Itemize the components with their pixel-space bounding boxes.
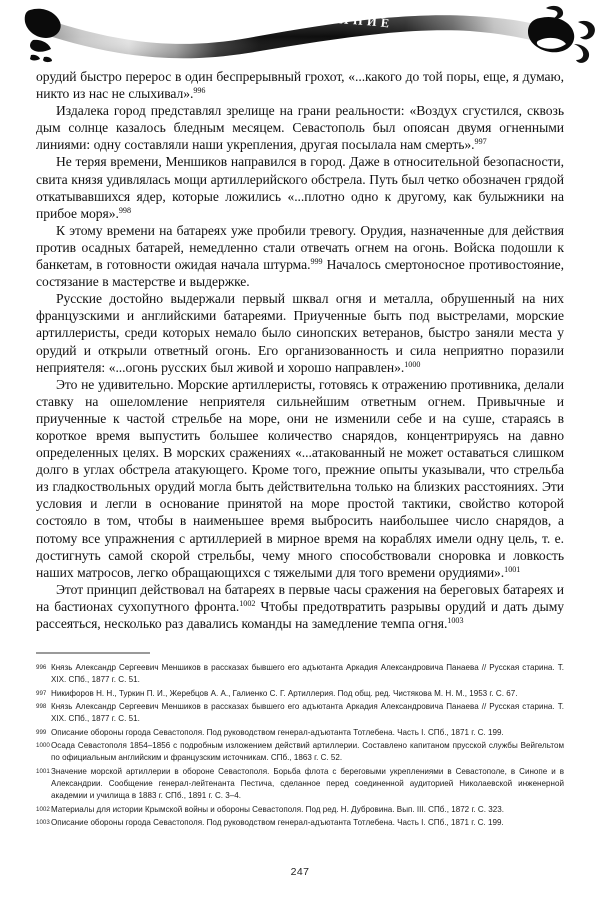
footnote-number[interactable]: 1001 [36,767,50,775]
footnote-reference[interactable]: 1003 [447,616,464,625]
body-paragraph [36,102,564,153]
footnote-block [36,652,564,830]
banner-ribbon-graphic [0,0,600,66]
footnote-text: Материалы для истории Крымской войны и обороны Севастополя. Под ред. Н. Дубровина. Вып. III. СПб., 1872 г. С. 323. [51,804,505,814]
footnote-item [36,740,564,765]
body-text-run: Издалека город представлял зрелище на грани реальности: «Воздух сгустился, сквозь дым солнце казалось бледным месяцем. Севастополь был опоясан двумя огненными линиями: одну составляли наши укрепления, другая посылала нам смерть». [36,103,564,153]
footnote-text: Значение морской артиллерии в обороне Севастополя. Борьба флота с береговыми укреплениями в Севастополе, в Синопе и в Александрии. Сообщение генерал-лейтенанта Пестича, сделанное перед соединенной аудиторией Николаевской инженерной академии и училища в 1883 г. СПб., 1891 г. С. 3–4. [51,766,564,801]
footnote-item [36,688,564,700]
body-paragraph [36,376,564,581]
body-text-run: Не теряя времени, Меншиков направился в город. Даже в относительной безопасности, свита князя удивлялась мощи артиллерийского обстрела. Путь был четко обозначен грядой откатывавшихся ядер, которые ложились «...плотно одно к другому, как булыжники на прибое моря». [36,154,564,221]
footnote-number[interactable]: 997 [36,689,47,697]
chapter-banner [0,0,600,66]
body-text-run: Началось смертоносное противостояние, состязание в мастерстве и выдержке. [36,257,565,290]
footnote-number[interactable]: 998 [36,703,47,711]
footnote-reference[interactable]: 997 [474,137,487,147]
body-text-run: К этому времени на батареях уже пробили тревогу. Орудия, назначенные для действия против осадных батарей, немедленно стали отвечать огнем на огонь. Войска подошли к банкетам, в готовности ожидая начала штурма. [36,222,564,273]
footnote-text: Князь Александр Сергеевич Меншиков в рассказах бывшего его адъютанта Аркадия Александровича Панаева // Русская старина. Т. XIX. СПб., 1877 г. С. 51. [51,663,564,685]
footnote-item [36,766,564,803]
footnote-text: Осада Севастополя 1854–1856 с подробным изложением действий артиллерии. Составлено капитаном прусской службы Вейгельтом по официальным английским и французским источникам. СПб., 1863 г. С. 52. [51,741,564,763]
footnote-separator-rule [36,652,150,654]
footnote-number[interactable]: 999 [36,728,47,736]
footnote-reference[interactable]: 999 [310,257,323,267]
page-number: 247 [290,866,310,878]
footnote-item [36,727,564,739]
footnote-number[interactable]: 1002 [36,805,50,813]
footnote-text: Никифоров Н. Н., Туркин П. И., Жеребцов А. А., Галиенко С. Г. Артиллерия. Под общ. ред. Чистякова М. Н. М., 1953 г. С. 67. [51,688,518,698]
body-text-column [36,68,564,632]
footnote-number[interactable]: 1003 [36,819,50,827]
footnote-reference[interactable]: 998 [118,205,131,215]
footnote-reference[interactable]: 1000 [404,359,421,369]
body-paragraph [36,68,564,102]
body-text-run: Чтобы предотвратить разрывы орудий и дать дыму рассеяться, несколько раз давались команды на замедление темпа огня. [36,598,565,631]
footnote-reference[interactable]: 1002 [239,598,256,608]
body-text-run: орудий быстро перерос в один беспрерывный грохот, «...какого до той поры, еще, я думаю, никто из нас не слыхивал». [36,69,564,102]
ribbon-tail-right-icon [528,6,595,63]
footnote-number[interactable]: 1000 [36,742,50,750]
footnote-item [36,701,564,726]
body-text-run: Русские достойно выдержали первый шквал огня и металла, обрушенный на них французскими и английскими батареями. Приученные быть под выстрелами, морские артиллеристы, среди которых немало было синопских ветеранов, быстро заняли места у орудий и открыли ответный огонь. Его организованность и сила неприятно поразили неприятеля: «...огонь русских был живой и хорошо направлен». [36,291,564,375]
banner-title: ПРОТИВОСТОЯНИЕ [206,11,395,35]
body-paragraph [36,581,564,632]
footnote-item [36,662,564,687]
body-text-run: Этот принцип действовал на батареях в первые часы сражения на береговых батареях и на бастионах сухопутного фронта. [36,581,564,614]
body-paragraph [36,222,564,290]
footnote-text: Описание обороны города Севастополя. Под руководством генерал-адъютанта Тотлебена. Часть I. СПб., 1871 г. С. 199. [51,818,504,828]
body-text-run: Это не удивительно. Морские артиллеристы, готовясь к отражению противника, делали ставку на ошеломление неприятеля сильнейшим ответным огнем. Привычные и приученные к частой стрельбе на море, они не изменили себе и на суше, стараясь в короткое время выпустить большее количество снарядов, концентрируясь на давно определенных целях. В морских сражениях «...атакованный не может оставаться слишком долго в углах обстрела атакующего. Кроме того, прежние опыты указывали, что стрельба из гладкоствольных орудий могла быть действительна только на близких расстояниях. Эти условия и легли в основание принятой на море простой тактики, свойство которой состояло в том, чтобы в наименьшее время выбросить наибольшее число снарядов, а потому все упражнения с артиллерией в мирное время на кораблях имели одну цель, т. е. достигнуть самой скорой стрельбы, чему много способствовали сноровка и ловкость наших матросов, легко обращающихся с тяжелыми для того времени орудиями». [36,376,564,580]
footnote-text: Описание обороны города Севастополя. Под руководством генерал-адъютанта Тотлебена. Часть I. СПб., 1871 г. С. 199. [51,727,504,737]
footnote-reference[interactable]: 1001 [504,564,521,574]
footnote-number[interactable]: 996 [36,664,47,671]
body-paragraph [36,153,564,221]
footnote-item [36,804,564,816]
footnote-item [36,817,564,829]
body-paragraph [36,290,564,375]
footnote-reference[interactable]: 996 [193,86,206,96]
footnote-text: Князь Александр Сергеевич Меншиков в рассказах бывшего его адъютанта Аркадия Александровича Панаева // Русская старина. Т. XIX. СПб., 1877 г. С. 51. [51,702,564,724]
